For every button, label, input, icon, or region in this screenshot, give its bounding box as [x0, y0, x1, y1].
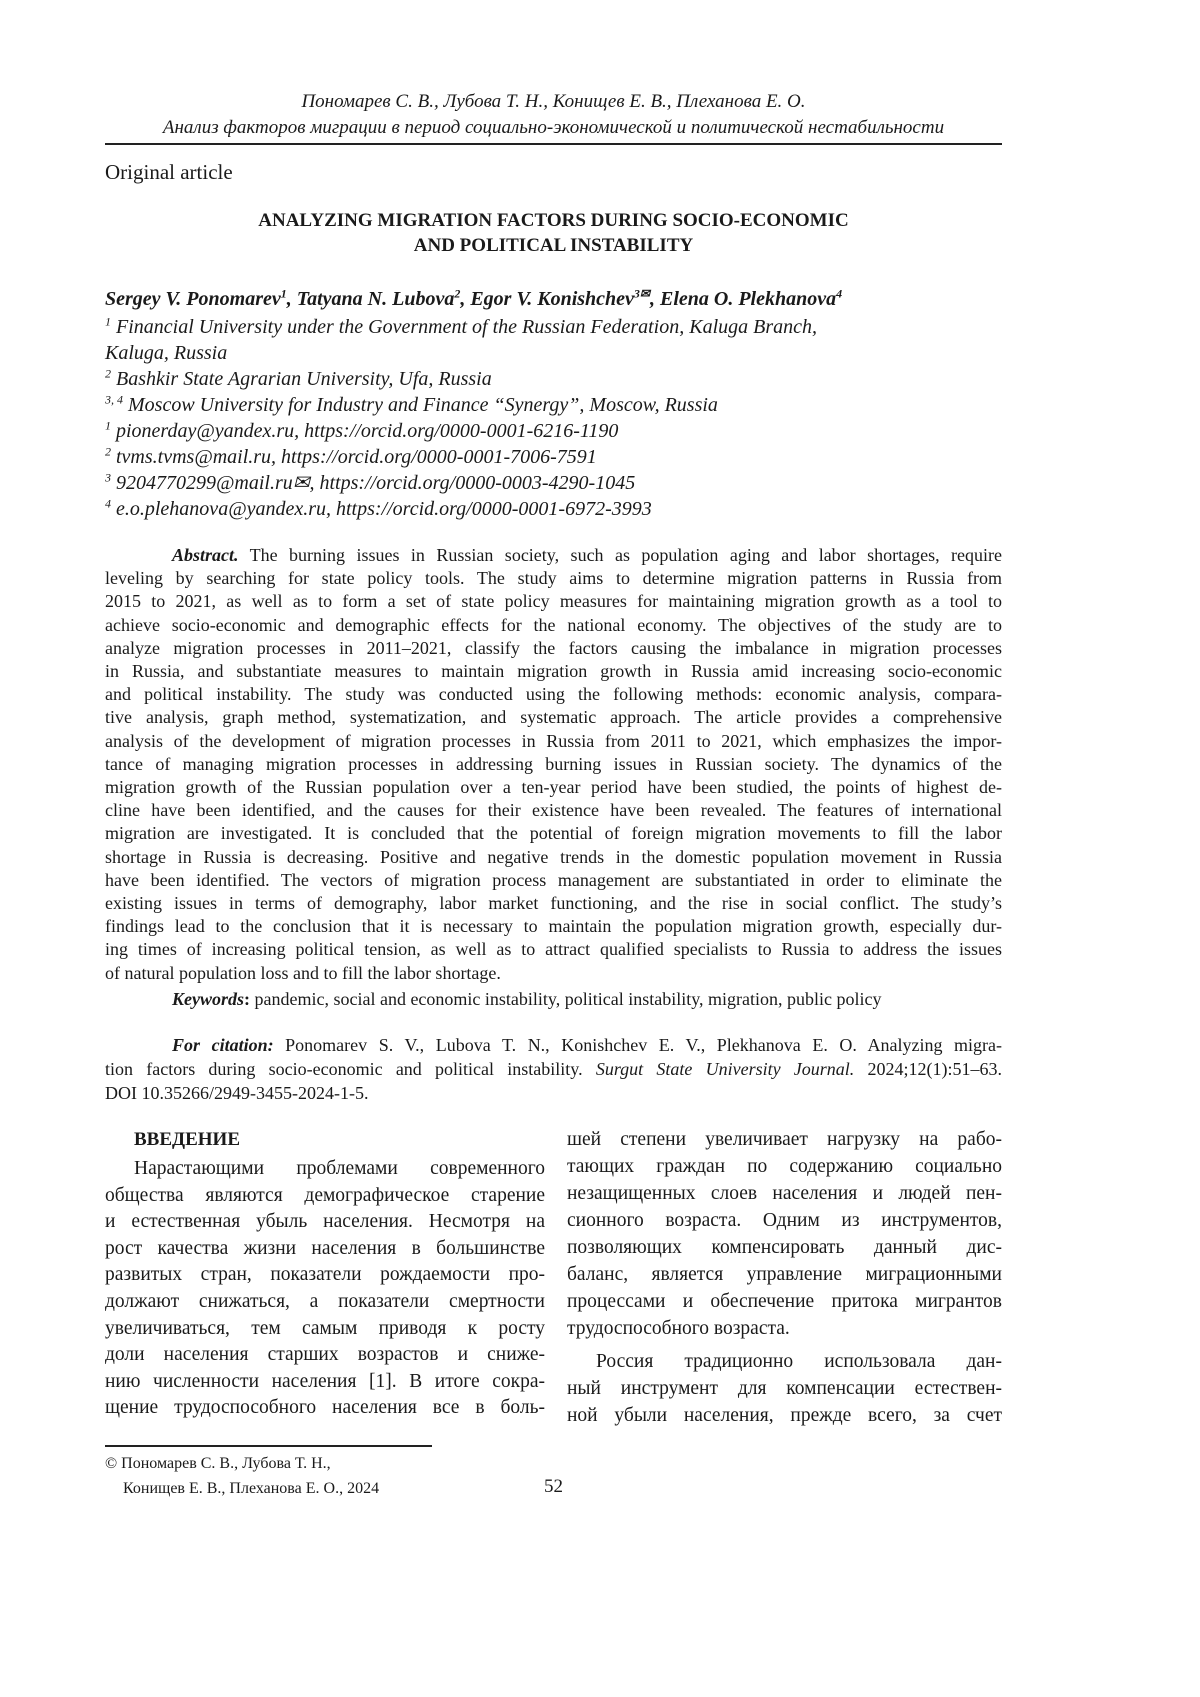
title-line: ANALYZING MIGRATION FACTORS DURING SOCIO-ECONOMIC [105, 208, 1002, 233]
abstract-line [105, 637, 1002, 660]
abstract-text: tive analysis, graph method, systematization, and systematic approach. The article provides a comprehensive [105, 707, 1002, 727]
body-text-line: трудоспособного возраста. [567, 1315, 1002, 1342]
author-name: Egor V. Konishchev [470, 288, 634, 310]
abstract-text: cline have been identified, and the causes for their existence have been revealed. The features of international [105, 800, 1002, 820]
author-name: Elena O. Plekhanova [660, 288, 836, 310]
left-column [105, 1156, 545, 1422]
citation-label: For citation: [172, 1035, 274, 1055]
abstract-text: 2015 to 2021, as well as to form a set of state policy measures for maintaining migration growth as a tool to [105, 591, 1002, 611]
abstract-line [105, 892, 1002, 915]
body-text-line: ный инструмент для компенсации естествен- [567, 1375, 1002, 1402]
abstract-text: tance of managing migration processes in addressing burning issues in Russian society. The dynamics of the [105, 754, 1002, 774]
citation-text: tion factors during socio-economic and political instability. [105, 1059, 583, 1079]
abstract-text: achieve socio-economic and demographic effects for the national economy. The objectives of the study are to [105, 615, 1002, 635]
keywords: Keywords: pandemic, social and economic instability, political instability, migration, public policy [172, 988, 882, 1010]
body-text-line: баланс, является управление миграционными [567, 1261, 1002, 1288]
abstract-line [105, 614, 1002, 637]
body-text-line: доли населения старших возрастов и сниже- [105, 1342, 545, 1369]
affiliations [105, 314, 817, 522]
article-type: Original article [105, 159, 233, 185]
affiliation-sup: 1 [105, 314, 111, 328]
body-text-line: общества являются демографическое старение [105, 1183, 545, 1210]
abstract-line [105, 730, 1002, 753]
affiliation-text: Kaluga, Russia [105, 342, 227, 364]
body-text-line: рост качества жизни населения в большинстве [105, 1236, 545, 1263]
header-rule [105, 143, 1002, 145]
abstract-line [105, 753, 1002, 776]
abstract-text: and political instability. The study was conducted using the following methods: economic analysis, compara- [105, 684, 1002, 704]
body-text-line: Нарастающими проблемами современного [105, 1156, 545, 1183]
abstract-text: existing issues in terms of demography, labor market functioning, and the rise in social conflict. The study’s [105, 893, 1002, 913]
footnote-line: © Пономарев С. В., Лубова Т. Н., [105, 1451, 379, 1476]
title-line: AND POLITICAL INSTABILITY [105, 233, 1002, 258]
affiliation-sup: 2 [105, 366, 111, 380]
body-text-line: шей степени увеличивает нагрузку на рабо- [567, 1126, 1002, 1153]
footnote-line: Конищев Е. В., Плеханова Е. О., 2024 [105, 1476, 379, 1501]
abstract-text: The burning issues in Russian society, such as population aging and labor shortages, require [250, 545, 1002, 565]
affiliation-sup: 1 [105, 418, 111, 432]
abstract-line [105, 567, 1002, 590]
abstract-text: shortage in Russia is decreasing. Positive and negative trends in the domestic population movement in Russia [105, 847, 1002, 867]
affiliation-text: tvms.tvms@mail.ru, https://orcid.org/0000-0001-7006-7591 [116, 446, 597, 468]
body-text-line: щение трудоспособного населения все в боль- [105, 1395, 545, 1422]
abstract-line [105, 544, 1002, 567]
abstract-line [105, 706, 1002, 729]
abstract-line [105, 799, 1002, 822]
author-sup: 1 [281, 286, 287, 300]
abstract-text: migration growth of the Russian population over a ten-year period have been studied, the points of highest de- [105, 777, 1002, 797]
abstract-text: findings lead to the conclusion that it is necessary to maintain the population migration growth, especially dur- [105, 916, 1002, 936]
abstract-text: in Russia, and substantiate measures to maintain migration growth in Russia amid increasing socio-economic [105, 661, 1002, 681]
affiliation-text: Financial University under the Government of the Russian Federation, Kaluga Branch, [116, 316, 817, 338]
body-text-line: и естественная убыль населения. Несмотря на [105, 1209, 545, 1236]
affiliation-text: e.o.plehanova@yandex.ru, https://orcid.org/0000-0001-6972-3993 [116, 498, 652, 520]
abstract [105, 544, 1002, 985]
article-title [105, 208, 1002, 258]
abstract-line [105, 822, 1002, 845]
affiliation-text: Bashkir State Agrarian University, Ufa, Russia [116, 368, 492, 390]
author-sup: 4 [836, 286, 842, 300]
affiliation-line [105, 366, 817, 392]
citation-journal: Surgut State University Journal. [596, 1059, 854, 1079]
citation-doi: DOI 10.35266/2949-3455-2024-1-5. [105, 1081, 1002, 1105]
body-text-line: позволяющих компенсировать данный дис- [567, 1234, 1002, 1261]
affiliation-text: pionerday@yandex.ru, https://orcid.org/0000-0001-6216-1190 [116, 420, 618, 442]
abstract-line [105, 683, 1002, 706]
copyright-footnote [105, 1451, 379, 1501]
body-text-line: ной убыли населения, прежде всего, за счет [567, 1402, 1002, 1429]
abstract-text: ing times of increasing political tension, as well as to attract qualified specialists to Russia to address the issues [105, 939, 1002, 959]
section-heading: ВВЕДЕНИЕ [134, 1128, 240, 1152]
affiliation-sup: 4 [105, 496, 111, 510]
abstract-text: migration are investigated. It is concluded that the potential of foreign migration movements to fill the labor [105, 823, 1002, 843]
page-number: 52 [544, 1474, 563, 1499]
abstract-text: leveling by searching for state policy tools. The study aims to determine migration patterns in Russia from [105, 568, 1002, 588]
footnote-rule [105, 1445, 432, 1447]
affiliation-line [105, 418, 817, 444]
abstract-text: analysis of the development of migration processes in Russia from 2011 to 2021, which emphasizes the impor- [105, 731, 1002, 751]
running-header-title: Анализ факторов миграции в период социально-экономической и политической нестабильности [105, 115, 1002, 141]
running-header-authors: Пономарев С. В., Лубова Т. Н., Конищев Е. В., Плеханова Е. О. [105, 89, 1002, 115]
abstract-label: Abstract. [172, 545, 239, 565]
right-column [567, 1126, 1002, 1429]
abstract-text: have been identified. The vectors of migration process management are substantiated in order to eliminate the [105, 870, 1002, 890]
body-text-line: увеличиваться, тем самым приводя к росту [105, 1316, 545, 1343]
abstract-line [105, 938, 1002, 961]
affiliation-text: Moscow University for Industry and Finance “Synergy”, Moscow, Russia [128, 394, 718, 416]
body-text-line: процессами и обеспечение притока мигрантов [567, 1288, 1002, 1315]
abstract-line [105, 660, 1002, 683]
affiliation-line [105, 314, 817, 340]
author-list: Sergey V. Ponomarev1, Tatyana N. Lubova2, Egor V. Konishchev3✉, Elena O. Plekhanova4 [105, 287, 842, 311]
keywords-text: pandemic, social and economic instability, political instability, migration, public policy [255, 989, 882, 1009]
abstract-line [105, 590, 1002, 613]
author-sup: 3✉ [634, 286, 650, 300]
author-sup: 2 [454, 286, 460, 300]
affiliation-sup: 2 [105, 444, 111, 458]
abstract-line [105, 962, 1002, 985]
affiliation-sup: 3 [105, 470, 111, 484]
affiliation-line [105, 444, 817, 470]
abstract-line [105, 776, 1002, 799]
paper-page [0, 0, 1200, 1697]
body-text-line: сионного возраста. Одним из инструментов, [567, 1207, 1002, 1234]
affiliation-sup: 3, 4 [105, 392, 123, 406]
affiliation-line [105, 340, 817, 366]
affiliation-line [105, 470, 817, 496]
abstract-text: of natural population loss and to fill the labor shortage. [105, 963, 501, 983]
body-text-line: нию численности населения [1]. В итоге сокра- [105, 1369, 545, 1396]
author-name: Sergey V. Ponomarev [105, 288, 281, 310]
citation-text: Ponomarev S. V., Lubova T. N., Konishchev E. V., Plekhanova E. O. Analyzing migra- [285, 1035, 1002, 1055]
body-text-line: должают снижаться, а показатели смертности [105, 1289, 545, 1316]
citation [105, 1033, 1002, 1105]
abstract-line [105, 846, 1002, 869]
body-text-line: незащищенных слоев населения и людей пен- [567, 1180, 1002, 1207]
body-text-line: развитых стран, показатели рождаемости про- [105, 1262, 545, 1289]
abstract-text: analyze migration processes in 2011–2021, classify the factors causing the imbalance in migration processes [105, 638, 1002, 658]
affiliation-line [105, 496, 817, 522]
citation-text: 2024;12(1):51–63. [868, 1059, 1003, 1079]
body-text-line: Россия традиционно использовала дан- [567, 1348, 1002, 1375]
abstract-line [105, 915, 1002, 938]
affiliation-text: 9204770299@mail.ru✉, https://orcid.org/0000-0003-4290-1045 [116, 472, 635, 494]
body-text-line: тающих граждан по содержанию социально [567, 1153, 1002, 1180]
keywords-label: Keywords [172, 989, 244, 1009]
abstract-line [105, 869, 1002, 892]
author-name: Tatyana N. Lubova [297, 288, 455, 310]
affiliation-line [105, 392, 817, 418]
